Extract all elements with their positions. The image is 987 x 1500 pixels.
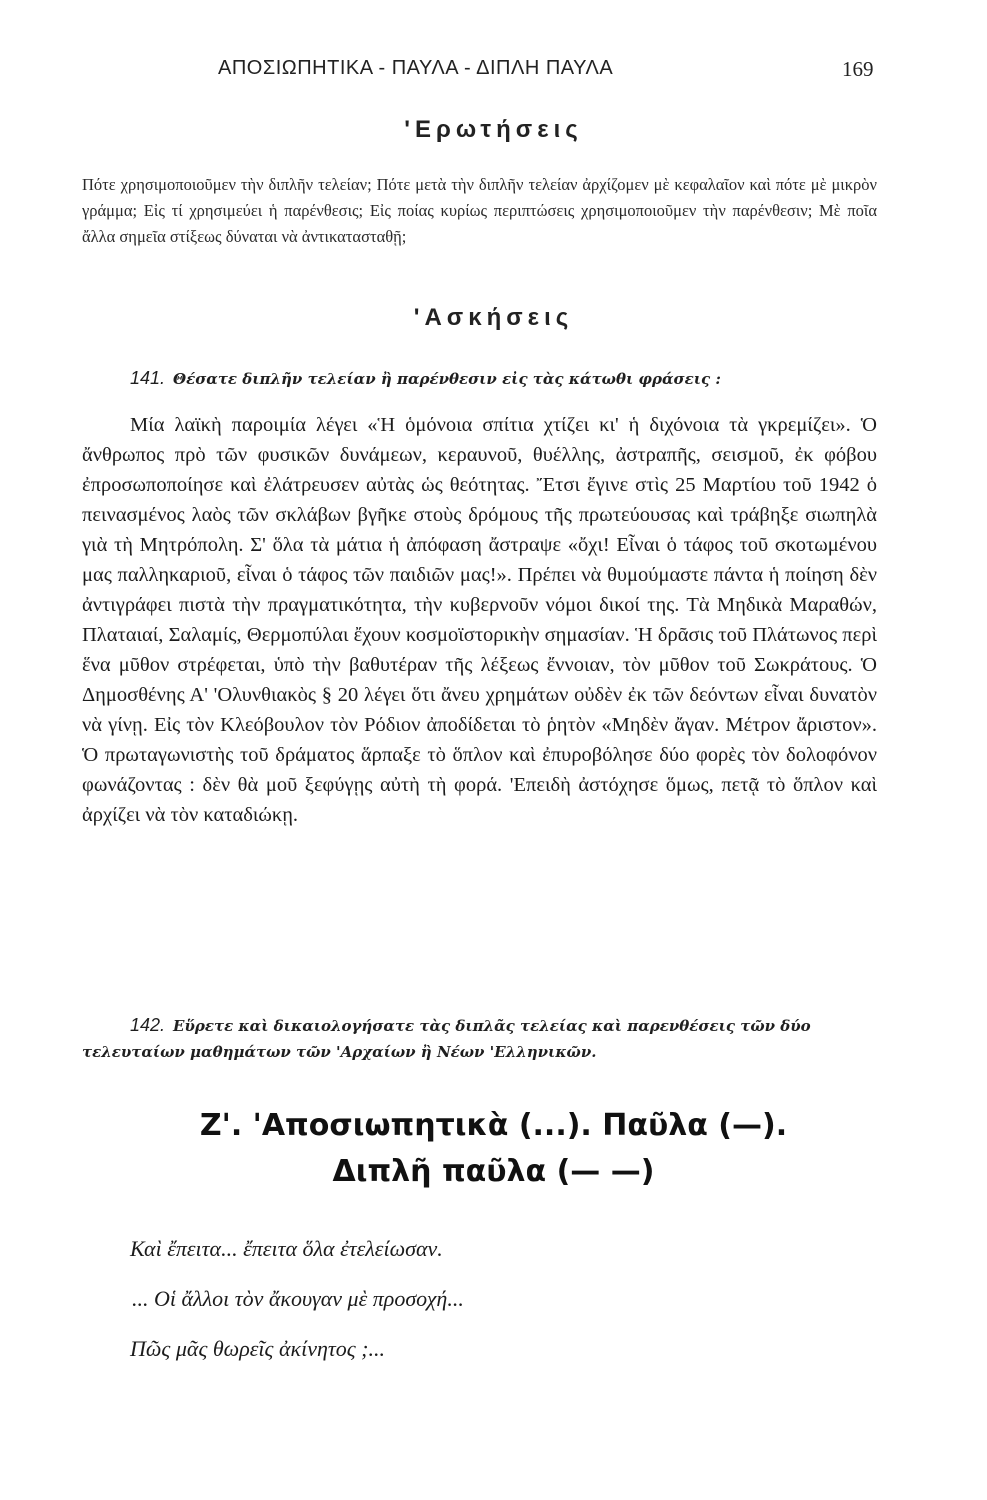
- example-line: Πῶς μᾶς θωρεῖς ἀκίνητος ;...: [130, 1336, 385, 1361]
- running-title: ΑΠΟΣΙΩΠΗΤΙΚΑ - ΠΑΥΛΑ - ΔΙΠΛΗ ΠΑΥΛΑ: [218, 57, 614, 79]
- exercise-142: [82, 1012, 882, 1065]
- paragraph-text: Μία λαϊκὴ παροιμία λέγει «Ἡ ὁμόνοια σπίτια χτίζει κι' ἡ διχόνοια τὰ γκρεμίζει». Ὁ ἄνθρωπος πρὸ τῶν φυσικῶν δυνάμεων, κεραυνοῦ, θυέλλης, ἀστραπῆς, σεισμοῦ, ἐκ φόβου ἐπροσωποποίησε καὶ ἐλάτρευσεν αὐτὰς ὡς θεότητας. Ἔτσι ἔγινε στὶς 25 Μαρτίου τοῦ 1942 ὁ πεινασμένος λαὸς τῶν σκλάβων βγῆκε στοὺς δρόμους τῆς πρωτεύουσας καὶ τράβηξε σιωπηλὰ γιὰ τὴ Μητρόπολη. Σ' ὅλα τὰ μάτια ἡ ἀπόφαση ἄστραψε «ὄχι! Εἶναι ὁ τάφος τοῦ σκοτωμένου μας παλληκαριοῦ, εἶναι ὁ τάφος τῶν παιδιῶν μας!». Πρέπει νὰ θυμούμαστε πάντα ἡ ποίηση δὲν ἀντιγράφει πιστὰ τὴν πραγματικότητα, τὴν κυβερνοῦν νόμοι δικοί της. Τὰ Μηδικὰ Μαραθών, Πλαταιαί, Σαλαμίς, Θερμοπύλαι ἔχουν κοσμοϊστορικὴν σημασίαν. Ἡ δρᾶσις τοῦ Πλάτωνος περὶ ἕνα μῦθον στρέφεται, ὑπὸ τὴν βαθυτέραν τῆς λέξεως ἔννοιαν, τὸν μῦθον τοῦ Σωκράτους. Ὁ Δημοσθένης Α' 'Ολυνθιακὸς § 20 λέγει ὅτι ἄνευ χρημάτων οὐδὲν ἐκ τῶν δεόντων εἶναι δυνατὸν νὰ γίνῃ. Εἰς τὸν Κλεόβουλον τὸν Ρόδιον ἀποδίδεται τὸ ῥητὸν «Μηδὲν ἄγαν. Μέτρον ἄριστον». Ὁ πρωταγωνιστὴς τοῦ δράματος ἅρπαξε τὸ ὅπλον καὶ ἐπυροβόλησε δύο φορὲς τὸν δολοφόνον φωνάζοντας : δὲν θὰ μοῦ ξεφύγῃς αὐτὴ τὴ φορά. 'Επειδὴ ἀστόχησε ὅμως, πετᾷ τὸ ὅπλον καὶ ἀρχίζει νὰ τὸν καταδιώκῃ.: [82, 414, 877, 826]
- exercise-141: [130, 368, 890, 389]
- page-number: 169: [842, 57, 874, 81]
- example-line: Καὶ ἔπειτα... ἔπειτα ὅλα ἐτελείωσαν.: [130, 1236, 443, 1261]
- questions-text: Πότε χρησιμοποιοῦμεν τὴν διπλῆν τελείαν; Πότε μετὰ τὴν διπλῆν τελείαν ἀρχίζομεν μὲ κεφαλαῖον καὶ πότε μὲ μικρὸν γράμμα; Εἰς τί χρησιμεύει ἡ παρένθεσις; Εἰς ποίας κυρίως περιπτώσεις χρησιμοποιοῦμεν τὴν παρένθεσιν; Μὲ ποῖα ἄλλα σημεῖα στίξεως δύναται νὰ ἀντικατασταθῇ;: [82, 175, 877, 246]
- chapter-title: Ζ'. 'Αποσιωπητικὰ (...). Παῦλα (—).: [199, 1108, 788, 1143]
- exercise-instruction: Θέσατε διπλῆν τελείαν ἢ παρένθεσιν εἰς τὰς κάτωθι φράσεις :: [173, 370, 721, 388]
- exercise-instruction: Εὕρετε καὶ δικαιολογήσατε τὰς διπλᾶς τελείας καὶ παρενθέσεις τῶν δύο τελευταίων μαθημάτων τῶν 'Αρχαίων ἢ Νέων 'Ελληνικῶν.: [82, 1017, 811, 1061]
- running-header: [0, 57, 987, 87]
- chapter-subtitle: Διπλῆ παῦλα (— —): [332, 1154, 655, 1189]
- exercises-heading: 'Ασκήσεις: [413, 304, 574, 331]
- questions-heading: 'Ερωτήσεις: [404, 116, 583, 143]
- exercise-number: 142.: [130, 1015, 166, 1035]
- exercise-number: 141.: [130, 368, 166, 388]
- example-line: ... Οἱ ἄλλοι τὸν ἄκουγαν μὲ προσοχή...: [132, 1286, 464, 1311]
- exercise-paragraph: [82, 410, 877, 830]
